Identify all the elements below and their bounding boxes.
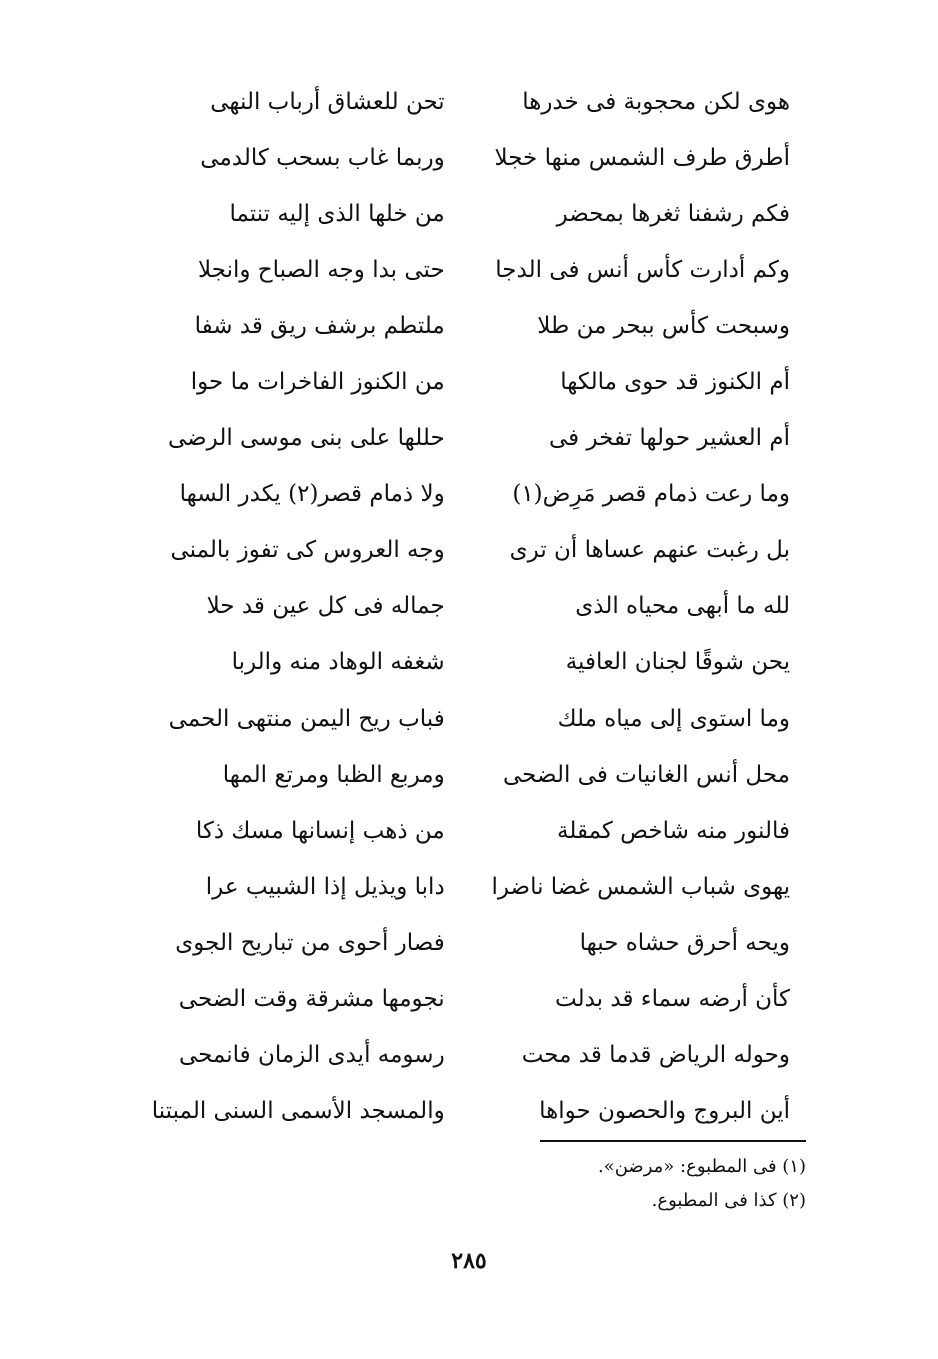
poem <box>90 74 790 1140</box>
hemistich-left: جماله فى كل عين قد حلا <box>206 593 445 620</box>
verse <box>90 803 790 859</box>
hemistich-left: ومربع الظبا ومرتع المها <box>222 761 445 788</box>
verse <box>90 186 790 242</box>
hemistich-left: وجه العروس كى تفوز بالمنى <box>170 537 445 564</box>
hemistich-left: ولا ذمام قصر(٢) يكدر السها <box>179 481 445 508</box>
verse <box>90 74 790 130</box>
verse <box>90 915 790 971</box>
verse <box>90 579 790 635</box>
hemistich-left: رسومه أيدى الزمان فانمحى <box>178 1042 445 1069</box>
verse <box>90 635 790 691</box>
footnote: (٢) كذا فى المطبوع. <box>651 1190 806 1211</box>
hemistich-left: وربما غاب بسحب كالدمى <box>200 144 445 171</box>
hemistich-left: تحن للعشاق أرباب النهى <box>210 88 445 115</box>
hemistich-left: من الكنوز الفاخرات ما حوا <box>190 369 445 396</box>
hemistich-right: وسبحت كأس ببحر من طلا <box>537 312 790 339</box>
footnote-divider <box>540 1140 806 1142</box>
hemistich-right: وكم أدارت كأس أنس فى الدجا <box>495 256 790 283</box>
hemistich-right: أطرق طرف الشمس منها خجلا <box>494 144 790 171</box>
hemistich-right: فالنور منه شاخص كمقلة <box>557 817 790 844</box>
footnotes <box>406 1150 806 1218</box>
hemistich-left: فباب ريح اليمن منتهى الحمى <box>168 705 445 732</box>
hemistich-right: وما استوى إلى مياه ملك <box>557 705 790 732</box>
hemistich-right: أين البروج والحصون حواها <box>539 1098 790 1125</box>
hemistich-right: يهوى شباب الشمس غضا ناضرا <box>491 873 790 900</box>
hemistich-left: فصار أحوى من تباريح الجوى <box>175 929 445 956</box>
hemistich-right: بل رغبت عنهم عساها أن ترى <box>509 537 790 564</box>
verse <box>90 467 790 523</box>
verse <box>90 972 790 1028</box>
verse <box>90 411 790 467</box>
verse <box>90 242 790 298</box>
hemistich-left: شغفه الوهاد منه والربا <box>231 649 445 676</box>
verse <box>90 1084 790 1140</box>
verse <box>90 354 790 410</box>
footnote: (١) فى المطبوع: «مرضن». <box>598 1156 806 1177</box>
hemistich-right: لله ما أبهى محياه الذى <box>575 593 790 620</box>
hemistich-left: دابا ويذيل إذا الشبيب عرا <box>205 873 445 900</box>
hemistich-right: أم الكنوز قد حوى مالكها <box>560 369 790 396</box>
verse <box>90 691 790 747</box>
hemistich-left: من خلها الذى إليه تنتما <box>229 200 445 227</box>
hemistich-right: وما رعت ذمام قصر مَرِض(١) <box>512 481 790 508</box>
hemistich-left: حللها على بنى موسى الرضى <box>167 425 445 452</box>
hemistich-right: وحوله الرياض قدما قد محت <box>521 1042 790 1069</box>
verse <box>90 1028 790 1084</box>
hemistich-left: من ذهب إنسانها مسك ذكا <box>195 817 445 844</box>
hemistich-right: ويحه أحرق حشاه حبها <box>579 929 790 956</box>
hemistich-left: والمسجد الأسمى السنى المبتنا <box>151 1098 445 1125</box>
hemistich-left: حتى بدا وجه الصباح وانجلا <box>198 256 445 283</box>
hemistich-right: كأن أرضه سماء قد بدلت <box>555 986 790 1013</box>
hemistich-right: فكم رشفنا ثغرها بمحضر <box>556 200 790 227</box>
page-number: ٢٨٥ <box>451 1248 487 1274</box>
hemistich-right: أم العشير حولها تفخر فى <box>549 425 790 452</box>
verse <box>90 747 790 803</box>
hemistich-right: هوى لكن محجوبة فى خدرها <box>522 88 790 115</box>
hemistich-right: محل أنس الغانيات فى الضحى <box>503 761 790 788</box>
hemistich-left: نجومها مشرقة وقت الضحى <box>178 986 445 1013</box>
verse <box>90 298 790 354</box>
hemistich-right: يحن شوقًا لجنان العافية <box>565 649 790 676</box>
verse <box>90 130 790 186</box>
verse <box>90 523 790 579</box>
verse <box>90 859 790 915</box>
hemistich-left: ملتطم برشف ريق قد شفا <box>194 312 445 339</box>
